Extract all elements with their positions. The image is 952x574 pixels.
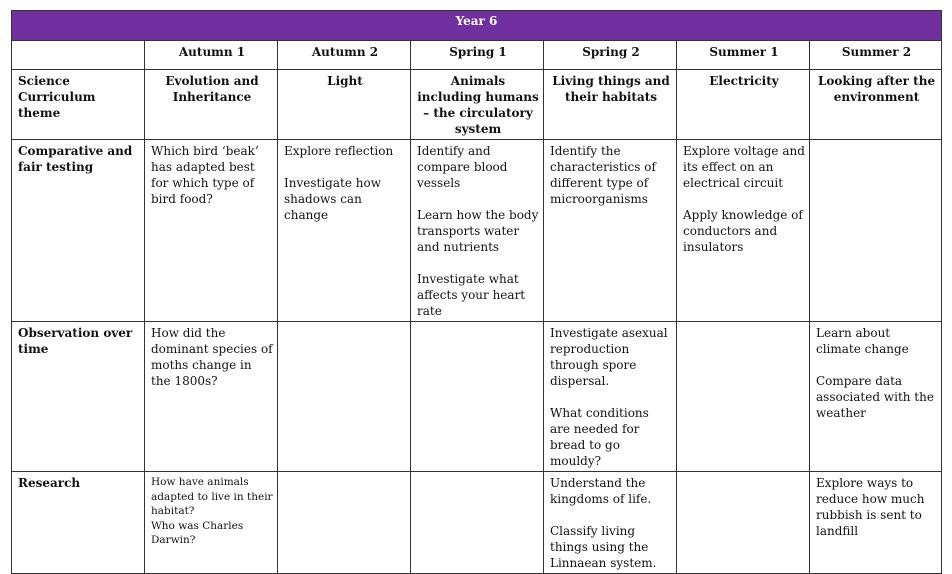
table-cell (411, 140, 544, 322)
cell-paragraph: Learn how the body transports water and nutrients (417, 208, 543, 254)
col-header: Spring 1 (411, 41, 544, 70)
cell-paragraph: Apply knowledge of conductors and insulators (683, 208, 807, 254)
cell-paragraph: Explore reflection (284, 144, 394, 158)
theme-label: Science Curriculum theme (12, 70, 145, 140)
cell-paragraph: Explore ways to reduce how much rubbish is sent to landfill (816, 476, 929, 538)
theme-row (12, 70, 942, 140)
table-cell (544, 140, 677, 322)
paragraph-gap (683, 191, 805, 207)
row-label: Research (12, 472, 145, 574)
cell-paragraph: Investigate what affects your heart rate (417, 272, 529, 318)
cell-paragraph: Investigate asexual reproduction through spore dispersal. (550, 326, 672, 388)
cell-paragraph: Explore voltage and its effect on an electrical circuit (683, 144, 809, 190)
cell-paragraph: Compare data associated with the weather (816, 374, 938, 420)
cell-paragraph: What conditions are needed for bread to go mouldy? (550, 406, 653, 468)
table-row (12, 322, 942, 472)
cell-paragraph: Understand the kingdoms of life. (550, 476, 652, 506)
cell-paragraph: Which bird ‘beak’ has adapted best for which type of bird food? (151, 144, 263, 206)
paragraph-gap (417, 255, 539, 271)
row-label: Observation over time (12, 322, 145, 472)
theme-cell: Light (278, 70, 411, 140)
paragraph-gap (550, 389, 672, 405)
table-cell (145, 140, 278, 322)
cell-paragraph: Investigate how shadows can change (284, 176, 385, 222)
col-header: Autumn 2 (278, 41, 411, 70)
col-header: Autumn 1 (145, 41, 278, 70)
table-cell (145, 322, 278, 472)
cell-paragraph: How did the dominant species of moths change in the 1800s? (151, 326, 277, 388)
table-cell (677, 472, 810, 574)
table-cell (544, 322, 677, 472)
table-cell (145, 472, 278, 574)
table-cell (677, 322, 810, 472)
term-header-row (12, 41, 942, 70)
col-header: Summer 2 (810, 41, 942, 70)
cell-paragraph: Classify living things using the Linnaean system. (550, 524, 657, 570)
table-row (12, 472, 942, 574)
theme-cell: Looking after the environment (810, 70, 942, 140)
theme-cell: Animals including humans – the circulatory system (411, 70, 544, 140)
table-title: Year 6 (12, 11, 942, 41)
table-cell (544, 472, 677, 574)
corner-cell (12, 41, 145, 70)
table-cell (278, 472, 411, 574)
year6-curriculum-table (11, 10, 942, 574)
table-cell (810, 472, 942, 574)
table-row (12, 140, 942, 322)
table-cell (810, 140, 942, 322)
table-cell (810, 322, 942, 472)
theme-cell: Living things and their habitats (544, 70, 677, 140)
paragraph-gap (417, 191, 539, 207)
title-row (12, 11, 942, 41)
theme-cell: Electricity (677, 70, 810, 140)
theme-cell: Evolution and Inheritance (145, 70, 278, 140)
cell-paragraph: Identify and compare blood vessels (417, 144, 512, 190)
cell-paragraph: Who was Charles Darwin? (151, 519, 247, 546)
table-cell (677, 140, 810, 322)
paragraph-gap (550, 507, 672, 523)
table-cell (278, 322, 411, 472)
cell-paragraph: Identify the characteristics of different type of microorganisms (550, 144, 660, 206)
table-cell (411, 322, 544, 472)
cell-paragraph: How have animals adapted to live in their habitat? (151, 476, 276, 517)
cell-paragraph: Learn about climate change (816, 326, 909, 356)
col-header: Summer 1 (677, 41, 810, 70)
table-cell (411, 472, 544, 574)
row-label: Comparative and fair testing (12, 140, 145, 322)
paragraph-gap (284, 159, 406, 175)
paragraph-gap (816, 357, 937, 373)
table-cell (278, 140, 411, 322)
col-header: Spring 2 (544, 41, 677, 70)
